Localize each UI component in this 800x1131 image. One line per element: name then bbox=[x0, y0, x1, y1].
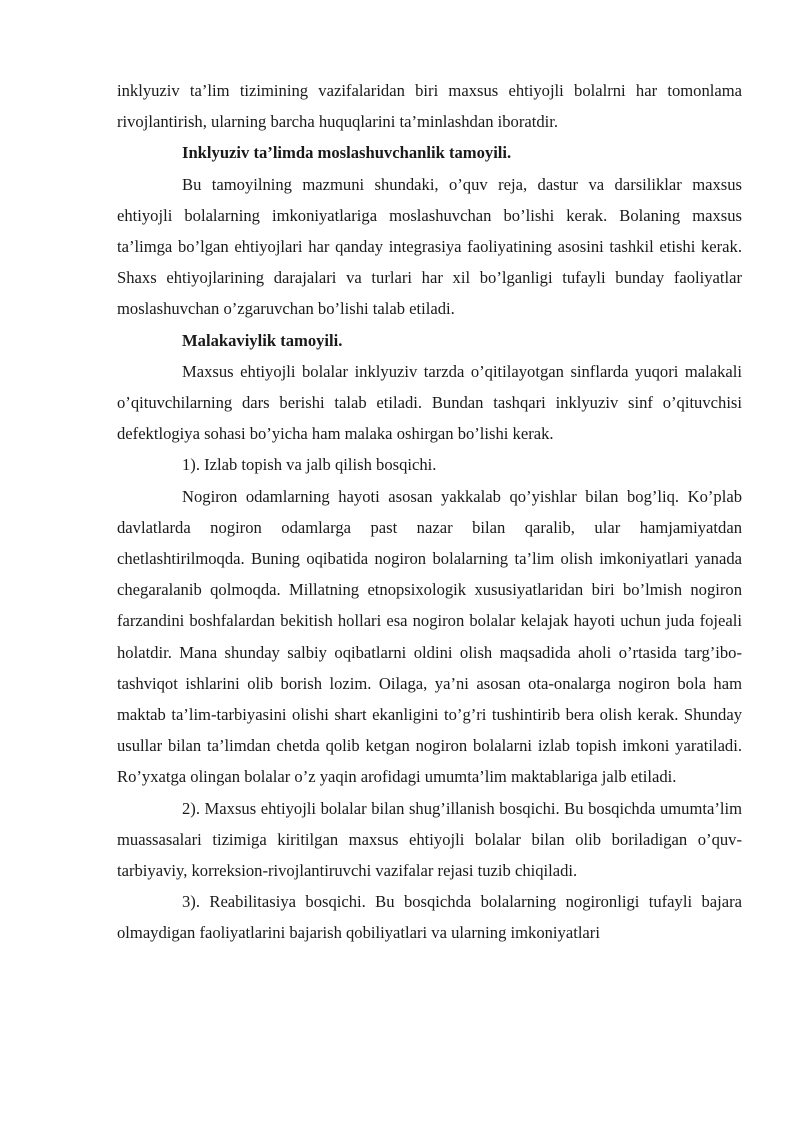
paragraph-intro: inklyuziv ta’lim tizimining vazifalaridan biri maxsus ehtiyojli bolalrni har tomonlama rivojlantirish, ularning barcha huquqlarini ta’minlashdan iboratdir. bbox=[117, 81, 742, 132]
heading-flexibility-principle: Inklyuziv ta’limda moslashuvchanlik tamoyili. bbox=[182, 143, 512, 163]
paragraph-stage-3: 3). Reabilitasiya bosqichi. Bu bosqichda bolalarning nogironligi tufayli bajara olmaydigan faoliyatlarini bajarish qobiliyatlari va ularning imkoniyatlari bbox=[117, 892, 742, 943]
heading-qualification-principle: Malakaviylik tamoyili. bbox=[182, 330, 343, 350]
document-page bbox=[117, 75, 742, 949]
paragraph-stage-2: 2). Maxsus ehtiyojli bolalar bilan shug’illanish bosqichi. Bu bosqichda umumta’lim muassasalari tizimiga kiritilgan maxsus ehtiyojli bolalar bilan olib boriladigan o’quv-tarbiyaviy, korreksion-rivojlantiruvchi vazifalar rejasi tuzib chiqiladi. bbox=[117, 798, 742, 881]
paragraph-stage-1-body: Nogiron odamlarning hayoti asosan yakkalab qo’yishlar bilan bog’liq. Ko’plab davlatlarda nogiron odamlarga past nazar bilan qaralib, ular hamjamiyatdan chetlashtirilmoqda. Buning oqibatida nogiron bolalarning ta’lim olish imkoniyatlari yanada chegaralanib qolmoqda. Millatning etnopsixologik xususiyatlaridan biri bo’lmish nogiron farzandini boshfalardan bekitish hollari esa nogiron bolalar kelajak hayoti uchun juda fojeali holatdir. Mana shunday salbiy oqibatlarni oldini olish maqsadida aholi o’rtasida targ’ibo-tashviqot ishlarini olib borish lozim. Oilaga, ya’ni asosan ota-onalarga nogiron bola ham maktab ta’lim-tarbiyasini olishi shart ekanligini to’g’ri tushintirib bera olish kerak. Shunday usullar bilan ta’limdan chetda qolib ketgan nogiron bolalarni izlab topish imkoni yaratiladi. Ro’yxatga olingan bolalar o’z yaqin arofidagi umumta’lim maktablariga jalb etiladi. bbox=[117, 486, 742, 787]
paragraph-stage-1-title: 1). Izlab topish va jalb qilish bosqichi. bbox=[182, 455, 437, 475]
paragraph-flexibility: Bu tamoyilning mazmuni shundaki, o’quv reja, dastur va darsiliklar maxsus ehtiyojli bolalarning imkoniyatlariga moslashuvchan bo’lishi kerak. Bolaning maxsus ta’limga bo’lgan ehtiyojlari har qanday integrasiya faoliyatining asosini tashkil etishi kerak. Shaxs ehtiyojlarining darajalari va turlari har xil bo’lganligi tufayli bunday faoliyatlar moslashuvchan o’zgaruvchan bo’lishi talab etiladi. bbox=[117, 174, 742, 319]
paragraph-qualification: Maxsus ehtiyojli bolalar inklyuziv tarzda o’qitilayotgan sinflarda yuqori malakali o’qituvchilarning dars berishi talab etiladi. Bundan tashqari inklyuziv sinf o’qituvchisi defektlogiya sohasi bo’yicha ham malaka oshirgan bo’lishi kerak. bbox=[117, 361, 742, 444]
